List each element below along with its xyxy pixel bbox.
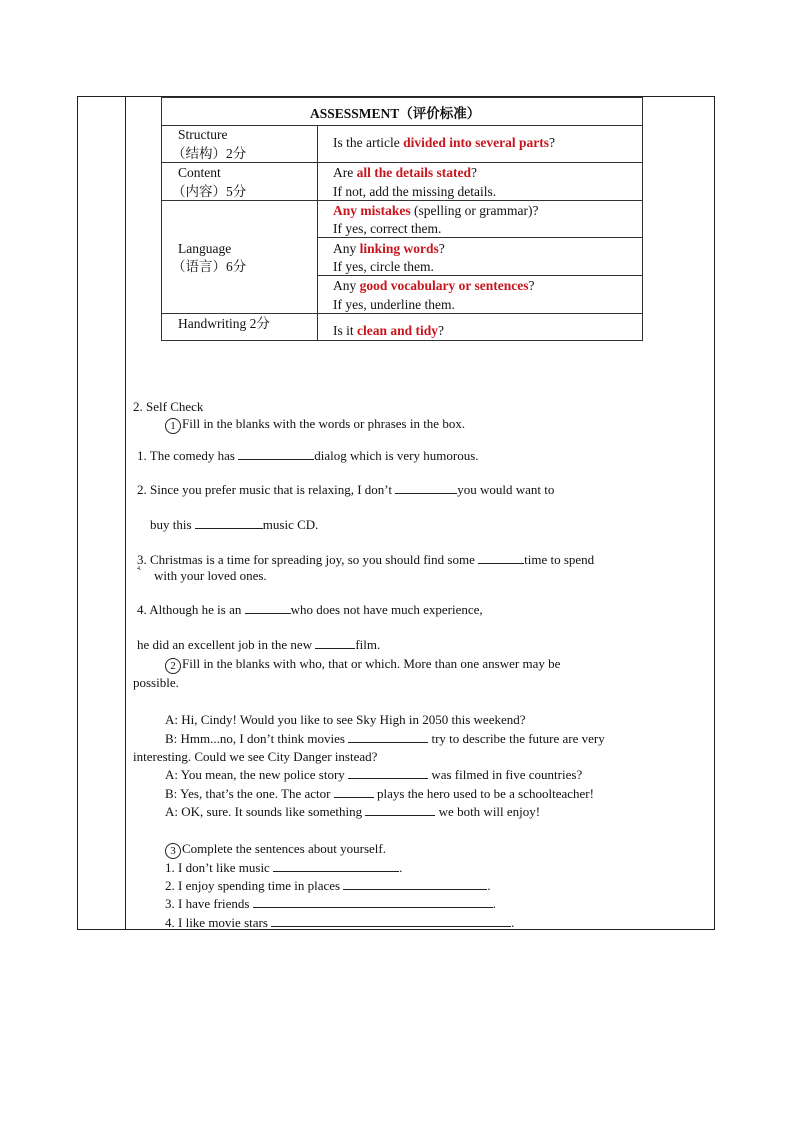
structure-score: （结构）2分 <box>172 146 247 161</box>
answer-blank[interactable] <box>195 516 263 529</box>
table-rule <box>317 237 642 238</box>
table-rule <box>162 313 642 314</box>
part2-instruction: 2 Fill in the blanks with who, that or which. More than one answer may be <box>165 655 560 674</box>
content-label: Content <box>178 165 221 180</box>
language-linking-question: Any linking words? <box>333 241 445 256</box>
answer-blank[interactable] <box>348 766 428 779</box>
answer-blank[interactable] <box>315 636 355 649</box>
self-check-title: 2. Self Check <box>133 399 204 414</box>
part1-sentence-4: 4. Although he is an who does not have much experience, <box>137 602 483 617</box>
language-mistakes-instruction: If yes, correct them. <box>333 221 442 236</box>
dialog-line-4: B: Yes, that’s the one. The actor plays the hero used to be a schoolteacher! <box>165 786 594 801</box>
table-column-rule <box>317 125 318 341</box>
circled-number-1: 1 <box>165 418 181 434</box>
complete-sentence-3: 3. I have friends . <box>165 896 496 911</box>
handwriting-question: Is it clean and tidy? <box>333 323 445 338</box>
table-rule <box>162 200 642 201</box>
language-vocab-instruction: If yes, underline them. <box>333 297 455 312</box>
answer-blank[interactable] <box>253 895 493 908</box>
part1-sentence-3-cont: with your loved ones. <box>154 568 267 583</box>
part1-instruction: 1 Fill in the blanks with the words or phrases in the box. <box>165 415 465 434</box>
part1-sentence-3: 3. Christmas is a time for spreading joy, so you should find some time to spend <box>137 552 595 567</box>
part1-sentence-2: 2. Since you prefer music that is relaxing, I don’t you would want to <box>137 482 555 497</box>
answer-blank[interactable] <box>238 447 314 460</box>
language-mistakes-question: Any mistakes (spelling or grammar)? <box>333 203 539 218</box>
column-divider <box>125 96 126 930</box>
language-vocab-question: Any good vocabulary or sentences? <box>333 278 535 293</box>
answer-blank[interactable] <box>478 551 524 564</box>
language-label: Language <box>178 241 232 256</box>
answer-blank[interactable] <box>273 859 399 872</box>
structure-question: Is the article divided into several parts? <box>333 135 555 150</box>
answer-blank[interactable] <box>365 803 435 816</box>
complete-sentence-2: 2. I enjoy spending time in places . <box>165 878 491 893</box>
table-rule <box>162 125 642 126</box>
stray-mark: 4. <box>137 566 142 572</box>
content-question: Are all the details stated? <box>333 165 477 180</box>
dialog-line-5: A: OK, sure. It sounds like something we both will enjoy! <box>165 804 541 819</box>
table-rule <box>317 275 642 276</box>
part1-sentence-1: 1. The comedy has dialog which is very humorous. <box>137 448 479 463</box>
dialog-line-1: A: Hi, Cindy! Would you like to see Sky High in 2050 this weekend? <box>165 712 526 727</box>
dialog-line-2-cont: interesting. Could we see City Danger instead? <box>133 749 378 764</box>
content-score: （内容）5分 <box>172 184 247 199</box>
complete-sentence-1: 1. I don’t like music . <box>165 860 403 875</box>
language-linking-instruction: If yes, circle them. <box>333 259 434 274</box>
answer-blank[interactable] <box>271 914 511 927</box>
table-rule <box>162 162 642 163</box>
content-instruction: If not, add the missing details. <box>333 184 497 199</box>
part3-instruction: 3 Complete the sentences about yourself. <box>165 840 386 859</box>
language-score: （语言）6分 <box>172 259 247 274</box>
answer-blank[interactable] <box>343 877 487 890</box>
part2-instruction-cont: possible. <box>133 675 179 690</box>
answer-blank[interactable] <box>245 601 291 614</box>
dialog-line-3: A: You mean, the new police story was filmed in five countries? <box>165 767 583 782</box>
answer-blank[interactable] <box>395 481 457 494</box>
dialog-line-2: B: Hmm...no, I don’t think movies try to describe the future are very <box>165 731 605 746</box>
part1-sentence-2-cont: buy this music CD. <box>150 517 319 532</box>
answer-blank[interactable] <box>334 785 374 798</box>
circled-number-2: 2 <box>165 658 181 674</box>
answer-blank[interactable] <box>348 730 428 743</box>
complete-sentence-4: 4. I like movie stars . <box>165 915 515 930</box>
handwriting-label: Handwriting 2分 <box>178 316 270 331</box>
assessment-title: ASSESSMENT（评价标准） <box>310 106 481 121</box>
structure-label: Structure <box>178 127 228 142</box>
part1-sentence-4-cont: he did an excellent job in the new film. <box>137 637 381 652</box>
circled-number-3: 3 <box>165 843 181 859</box>
